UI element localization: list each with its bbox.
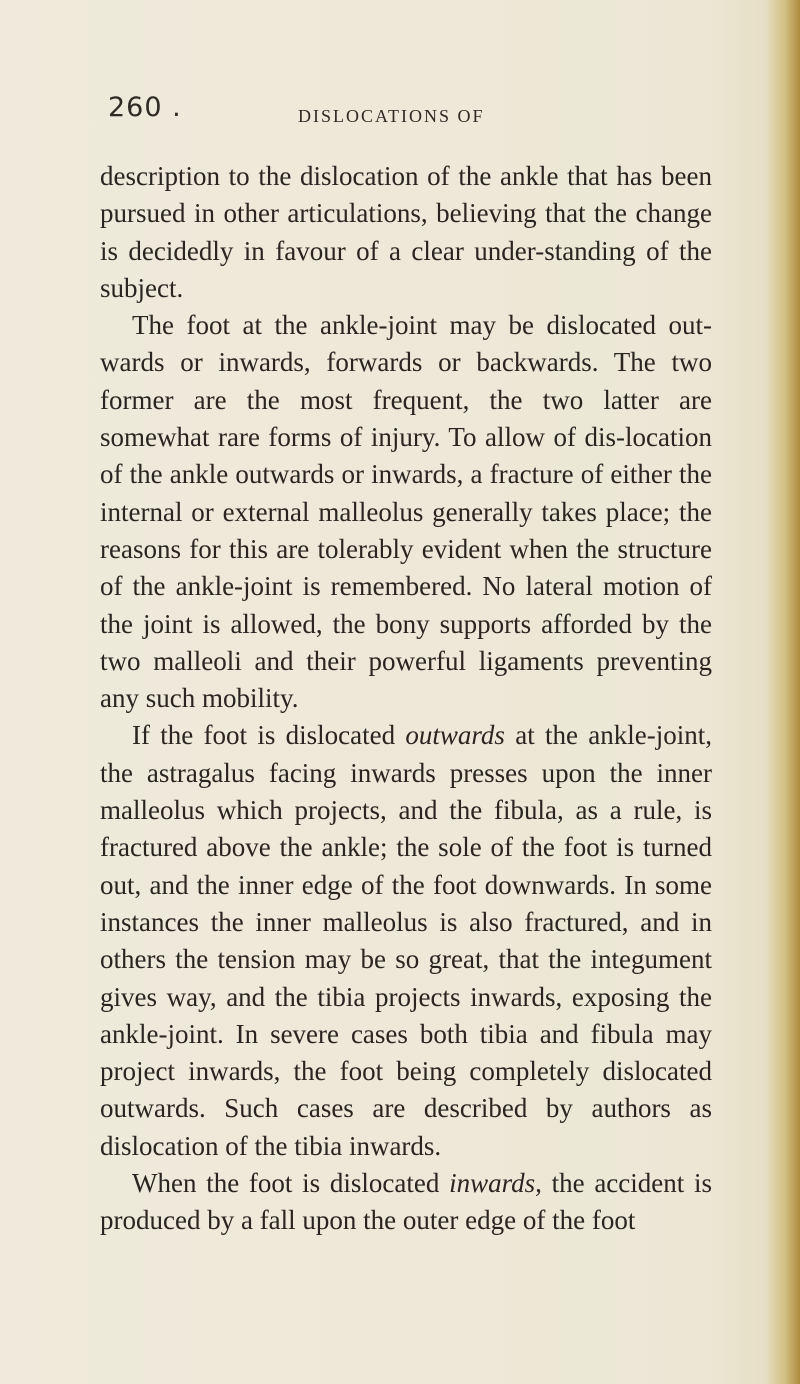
paragraph-4-lead: When the foot is dislocated [132, 1168, 450, 1199]
paragraph-2: The foot at the ankle-joint may be dislocated out-wards or inwards, forwards or backwards. The two former are the most frequent, the two latter are somewhat rare forms of injury. To allow of dis-location of the ankle outwards or inwards, a fracture of either the internal or external malleolus generally takes place; the reasons for this are tolerably evident when the structure of the ankle-joint is remembered. No lateral motion of the joint is allowed, the bony supports afforded by the two malleoli and their powerful ligaments preventing any such mobility. [100, 310, 712, 714]
emphasis-outwards: outwards [405, 720, 505, 751]
page-header [0, 92, 800, 132]
paragraph-3 [100, 717, 712, 1165]
page-number: 260 . [108, 92, 182, 123]
paragraph-4 [100, 1165, 712, 1240]
page-edge-stain [766, 0, 800, 1384]
emphasis-inwards: inwards, [449, 1168, 542, 1199]
paragraph-3-lead: If the foot is dislocated [132, 720, 406, 751]
paragraph-4-rest: the accident is produced by a fall upon the outer edge of the foot [100, 1168, 713, 1236]
paragraph-3-rest: at the ankle-joint, the astragalus facing inwards presses upon the inner malleolus which projects, and the fibula, as a rule, is fractured above the ankle; the sole of the foot is turned out, and the inner edge of the foot downwards. In some instances the inner malleolus is also fractured, and in others the tension may be so great, that the integument gives way, and the tibia projects inwards, exposing the ankle-joint. In severe cases both tibia and fibula may project inwards, the foot being completely dislocated outwards. Such cases are described by authors as dislocation of the tibia inwards. [100, 720, 713, 1161]
running-head: DISLOCATIONS OF [298, 106, 485, 126]
body-text [100, 158, 712, 1240]
paragraph-1: description to the dislocation of the ankle that has been pursued in other articulations, believing that the change is decidedly in favour of a clear under-standing of the subject. [100, 161, 712, 303]
